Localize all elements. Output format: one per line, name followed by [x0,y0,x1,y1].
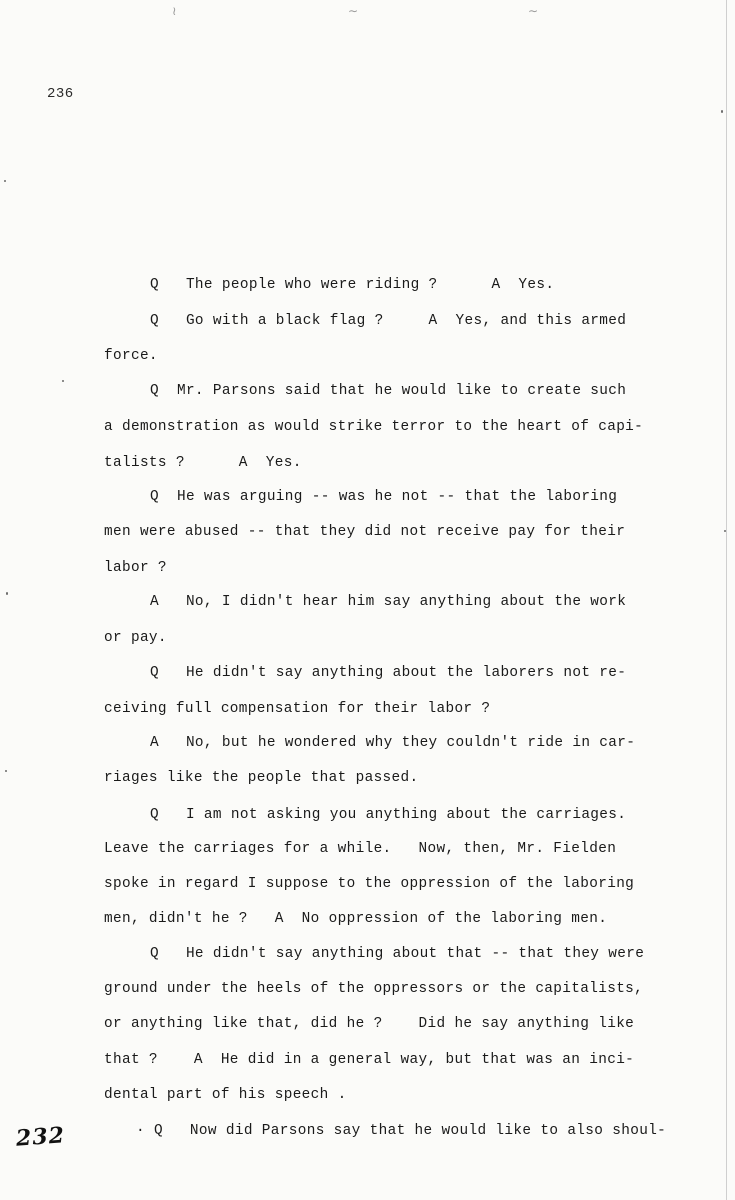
transcript-line: or pay. [104,630,167,646]
transcript-line: Q The people who were riding ? A Yes. [150,277,555,293]
transcript-line: a demonstration as would strike terror to the heart of capi- [104,419,644,435]
transcript-line: or anything like that, did he ? Did he say anything like [104,1016,635,1032]
transcript-line: Q He didn't say anything about the laborers not re- [150,665,627,681]
scan-speck [62,380,64,382]
transcript-line: Q I am not asking you anything about the carriages. [150,807,627,823]
scan-speck [724,530,726,532]
scan-speck [5,770,7,772]
transcript-line: Q Mr. Parsons said that he would like to create such [150,383,627,399]
transcript-line: men were abused -- that they did not receive pay for their [104,524,626,540]
transcript-line: spoke in regard I suppose to the oppression of the laboring [104,876,635,892]
transcript-line: men, didn't he ? A No oppression of the laboring men. [104,911,608,927]
transcript-line: labor ? [104,560,167,576]
transcript-line: that ? A He did in a general way, but that was an inci- [104,1052,635,1068]
transcript-line: dental part of his speech . [104,1087,347,1103]
transcript-line: force. [104,348,158,364]
transcript-line: talists ? A Yes. [104,455,302,471]
scan-speck [4,180,6,182]
transcript-line: Q He didn't say anything about that -- that they were [150,946,645,962]
scan-mark: ∼ [348,4,359,18]
transcript-line: Leave the carriages for a while. Now, then, Mr. Fielden [104,841,617,857]
transcript-line: A No, I didn't hear him say anything about the work [150,594,627,610]
transcript-line: Q He was arguing -- was he not -- that the laboring [150,489,618,505]
transcript-line: ground under the heels of the oppressors or the capitalists, [104,981,644,997]
scan-mark: ∼ [528,4,539,18]
scan-speck [6,592,8,595]
handwritten-margin-note: 232 [15,1122,66,1152]
page-edge-line [726,0,727,1200]
transcript-line: ceiving full compensation for their labor ? [104,701,491,717]
scan-speck [721,110,723,113]
transcript-line: A No, but he wondered why they couldn't ride in car- [150,735,636,751]
transcript-line: riages like the people that passed. [104,770,419,786]
scan-mark: ≀ [172,4,177,18]
page-number: 236 [47,86,74,102]
transcript-line: · Q Now did Parsons say that he would like to also shoul- [136,1123,667,1139]
transcript-line: Q Go with a black flag ? A Yes, and this armed [150,313,627,329]
